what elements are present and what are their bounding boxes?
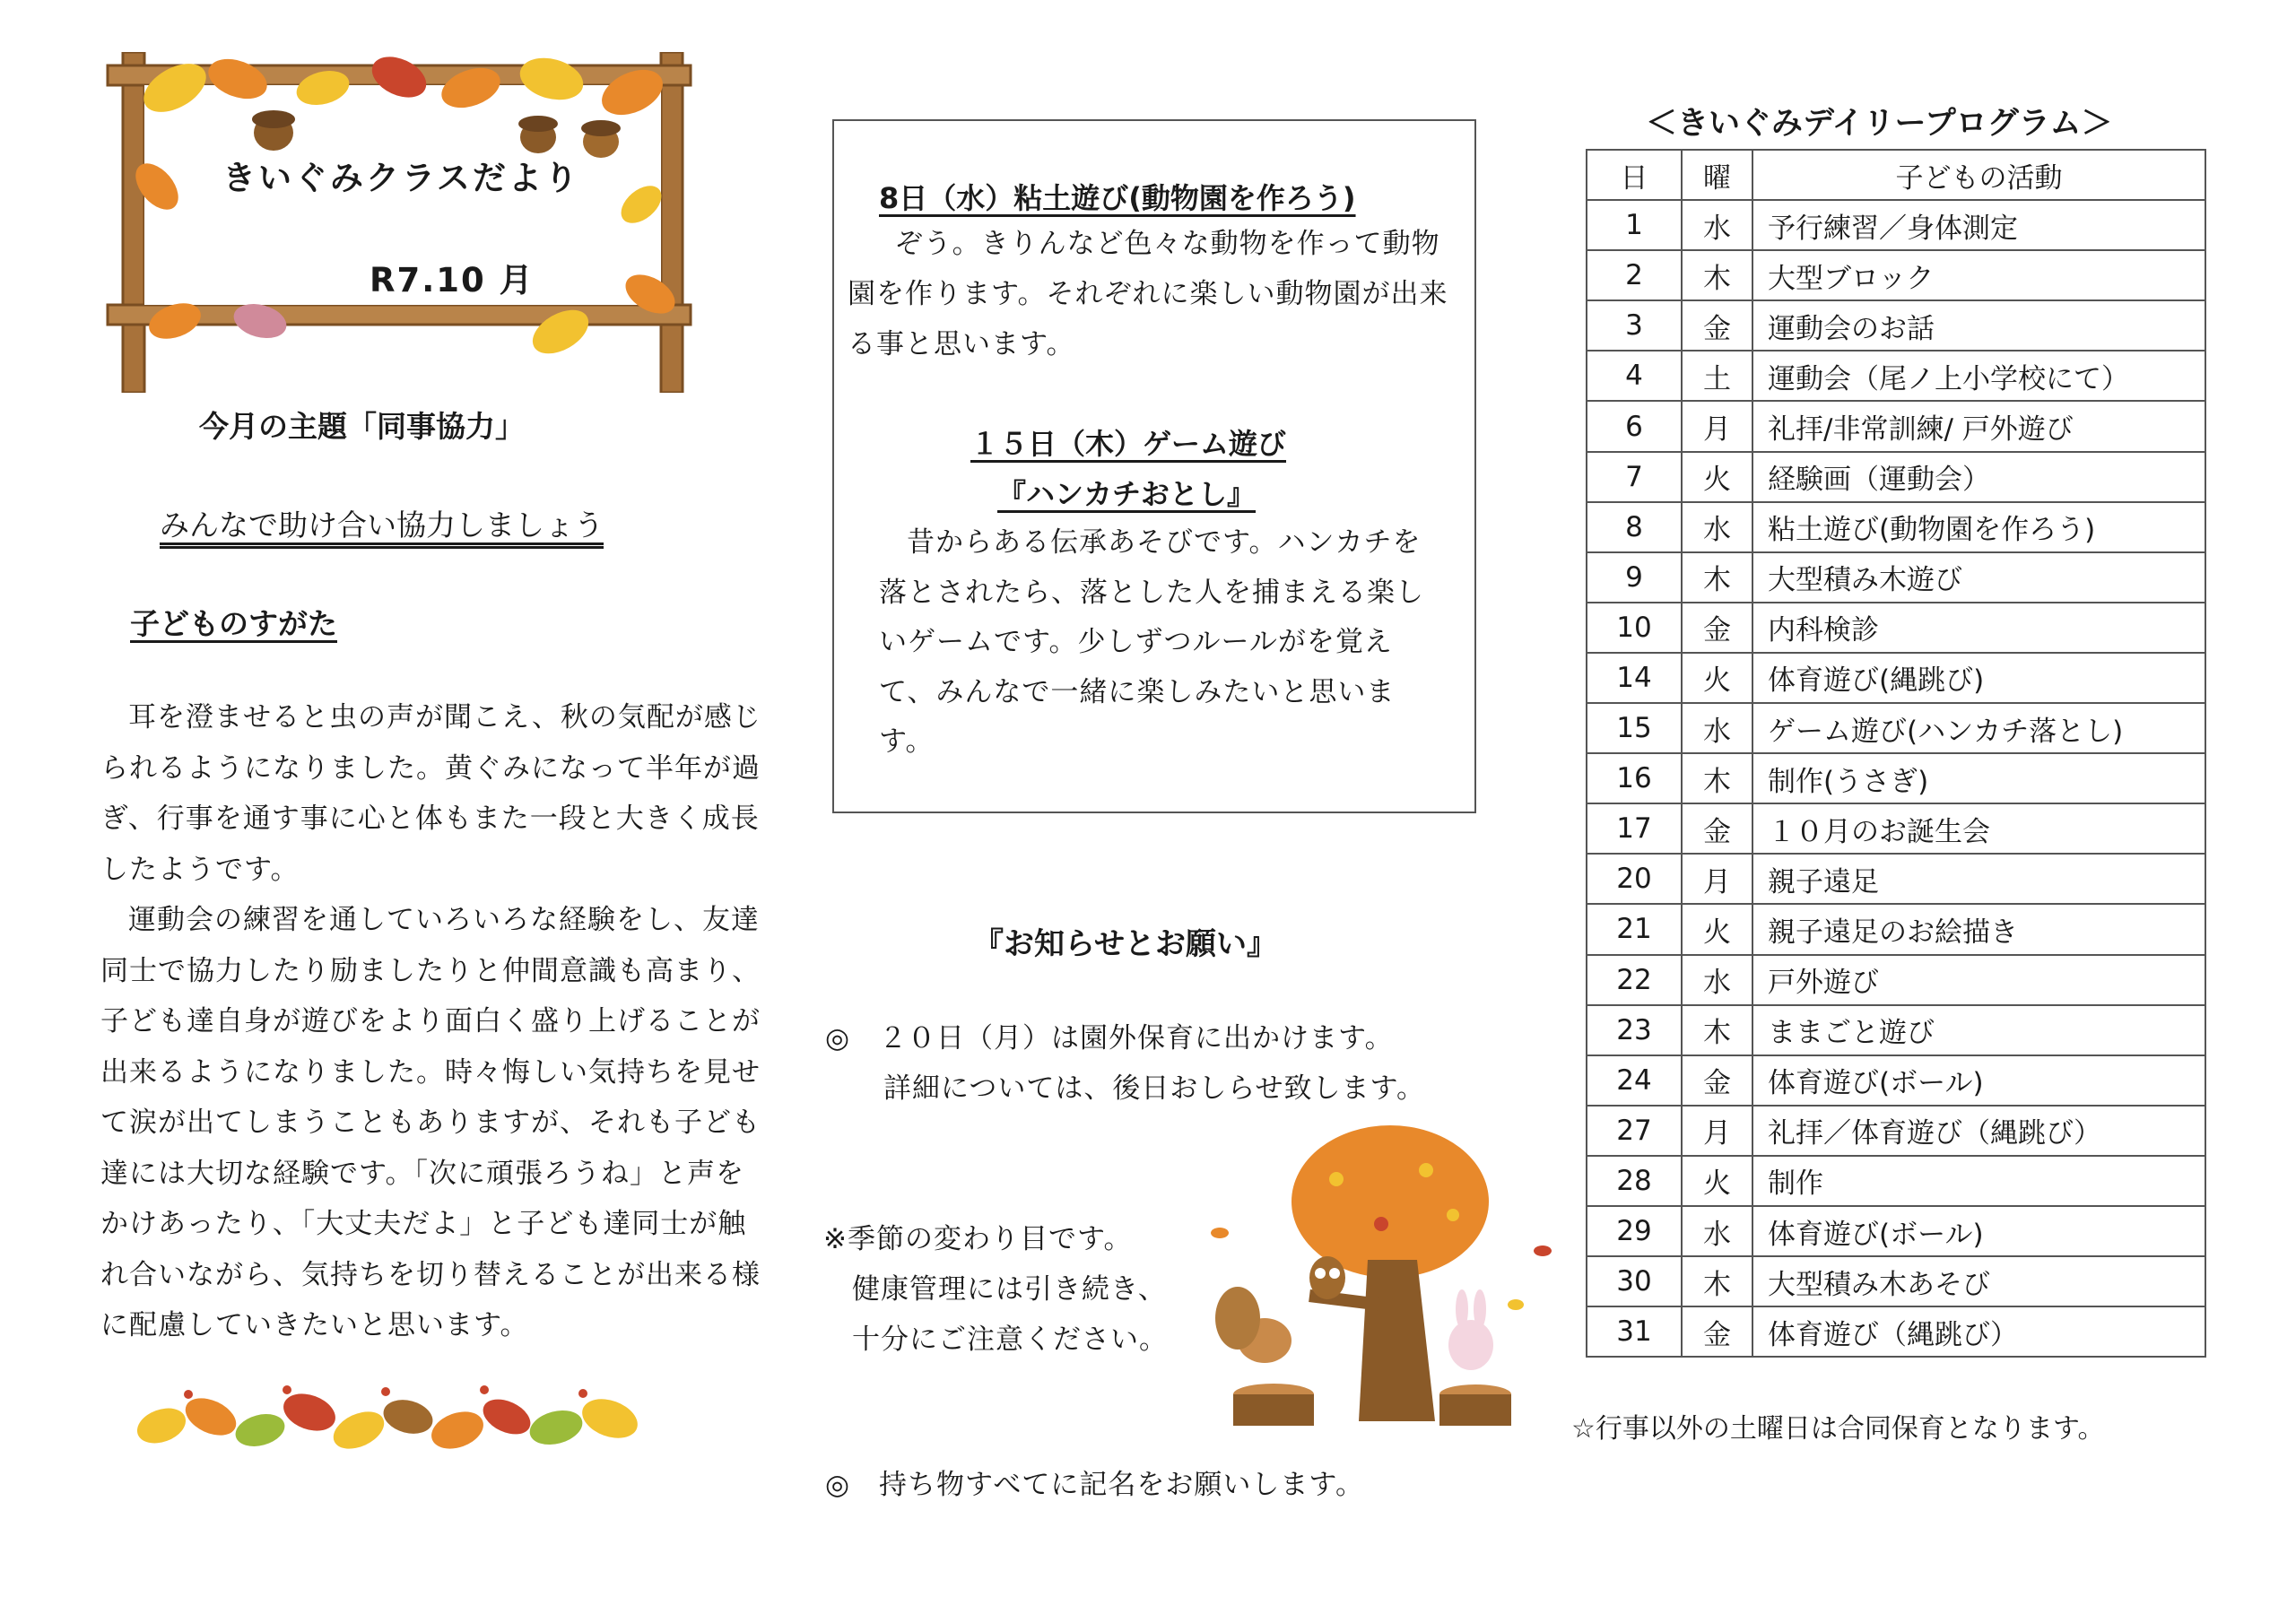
- cell-weekday: 金: [1682, 1055, 1752, 1106]
- table-row: [1587, 653, 2205, 703]
- table-row: [1587, 552, 2205, 603]
- table-row: [1587, 351, 2205, 401]
- cell-day: 4: [1587, 351, 1682, 401]
- cell-day: 29: [1587, 1206, 1682, 1256]
- cell-weekday: 木: [1682, 1256, 1752, 1306]
- table-row: [1587, 803, 2205, 854]
- notices-title: 『お知らせとお願い』: [973, 926, 1277, 962]
- cell-weekday: 火: [1682, 1156, 1752, 1206]
- cell-activity: 戸外遊び: [1752, 955, 2205, 1005]
- cell-weekday: 火: [1682, 452, 1752, 502]
- cell-weekday: 金: [1682, 803, 1752, 854]
- table-row: [1587, 1106, 2205, 1156]
- table-row: [1587, 854, 2205, 904]
- table-row: [1587, 1306, 2205, 1357]
- table-row: [1587, 502, 2205, 552]
- event-clay-text: [848, 219, 1466, 369]
- cell-weekday: 金: [1682, 300, 1752, 351]
- cell-activity: 運動会のお話: [1752, 300, 2205, 351]
- column-header-day: 日: [1587, 150, 1682, 200]
- cell-activity: 体育遊び(縄跳び): [1752, 653, 2205, 703]
- cell-day: 21: [1587, 904, 1682, 954]
- daily-program-rows: [1587, 200, 2205, 1357]
- cell-weekday: 水: [1682, 502, 1752, 552]
- cell-day: 23: [1587, 1005, 1682, 1055]
- cell-day: 15: [1587, 703, 1682, 753]
- notice-outing-line2: 詳細については、後日おしらせ致します。: [883, 1072, 1425, 1105]
- cell-activity: 大型積み木遊び: [1752, 552, 2205, 603]
- table-row: [1587, 200, 2205, 250]
- cell-day: 10: [1587, 603, 1682, 653]
- cell-day: 28: [1587, 1156, 1682, 1206]
- cell-day: 17: [1587, 803, 1682, 854]
- cell-day: 6: [1587, 401, 1682, 451]
- cell-day: 3: [1587, 300, 1682, 351]
- cell-activity: 粘土遊び(動物園を作ろう): [1752, 502, 2205, 552]
- cell-activity: 制作(うさぎ): [1752, 753, 2205, 803]
- event-game-subheading: 『ハンカチおとし』: [997, 477, 1257, 511]
- autumn-tree-animals-illustration: [1202, 1125, 1561, 1435]
- cell-weekday: 水: [1682, 1206, 1752, 1256]
- monthly-theme: 今月の主題「同事協力」: [199, 409, 525, 444]
- cell-day: 8: [1587, 502, 1682, 552]
- table-row: [1587, 703, 2205, 753]
- cell-day: 31: [1587, 1306, 1682, 1357]
- event-clay-heading: 8日（水）粘土遊び(動物園を作ろう): [879, 181, 1356, 215]
- cell-activity: ゲーム遊び(ハンカチ落とし): [1752, 703, 2205, 753]
- cell-weekday: 金: [1682, 1306, 1752, 1357]
- wooden-frame-illustration: [103, 52, 695, 393]
- cell-day: 1: [1587, 200, 1682, 250]
- cell-activity: 大型積み木あそび: [1752, 1256, 2205, 1306]
- kids-section-heading: 子どものすがた: [130, 606, 337, 641]
- cell-activity: 体育遊び(ボール): [1752, 1206, 2205, 1256]
- cell-day: 16: [1587, 753, 1682, 803]
- cell-weekday: 火: [1682, 904, 1752, 954]
- table-header-row: [1587, 150, 2205, 200]
- table-row: [1587, 1206, 2205, 1256]
- autumn-leaf-garland-illustration: [126, 1354, 673, 1466]
- cell-day: 22: [1587, 955, 1682, 1005]
- cell-activity: 体育遊び(ボール): [1752, 1055, 2205, 1106]
- table-row: [1587, 452, 2205, 502]
- cell-activity: 親子遠足: [1752, 854, 2205, 904]
- cell-day: 9: [1587, 552, 1682, 603]
- cell-weekday: 水: [1682, 703, 1752, 753]
- notice-health-line1: ※季節の変わり目です。: [823, 1223, 1133, 1255]
- cell-weekday: 月: [1682, 1106, 1752, 1156]
- daily-program-table: [1586, 149, 2206, 1358]
- newsletter-date: R7.10 月: [370, 261, 535, 299]
- cell-weekday: 水: [1682, 200, 1752, 250]
- event-clay-paragraph: ぞう。きりんなど色々な動物を作って動物園を作ります。それぞれに楽しい動物園が出来る事と思います。: [848, 228, 1448, 360]
- cell-day: 14: [1587, 653, 1682, 703]
- cell-day: 20: [1587, 854, 1682, 904]
- cell-weekday: 木: [1682, 1005, 1752, 1055]
- table-row: [1587, 250, 2205, 300]
- notice-outing-line1: ◎ ２０日（月）は園外保育に出かけます。: [825, 1022, 1394, 1055]
- table-row: [1587, 1055, 2205, 1106]
- cell-day: 24: [1587, 1055, 1682, 1106]
- kids-section-body: [100, 692, 769, 1351]
- kids-paragraph-1: 耳を澄ませると虫の声が聞こえ、秋の気配が感じられるようになりました。黄ぐみになって半年が過ぎ、行事を通す事に心と体もまた一段と大きく成長したようです。: [100, 701, 761, 886]
- cell-activity: 親子遠足のお絵描き: [1752, 904, 2205, 954]
- cell-weekday: 木: [1682, 552, 1752, 603]
- table-row: [1587, 904, 2205, 954]
- notice-health-line3: 十分にご注意ください。: [852, 1324, 1168, 1356]
- cell-weekday: 月: [1682, 854, 1752, 904]
- class-newsletter-title: きいぐみクラスだより: [222, 159, 580, 197]
- cell-activity: 内科検診: [1752, 603, 2205, 653]
- table-row: [1587, 955, 2205, 1005]
- column-header-activity: 子どもの活動: [1752, 150, 2205, 200]
- saturday-footnote: ☆行事以外の土曜日は合同保育となります。: [1571, 1413, 2105, 1445]
- table-row: [1587, 603, 2205, 653]
- cell-activity: 運動会（尾ノ上小学校にて）: [1752, 351, 2205, 401]
- column-header-weekday: 曜: [1682, 150, 1752, 200]
- cell-day: 2: [1587, 250, 1682, 300]
- cell-activity: 体育遊び（縄跳び）: [1752, 1306, 2205, 1357]
- event-game-paragraph: 昔からある伝承あそびです。ハンカチを落とされたら、落とした人を捕まえる楽しいゲームです。少しずつルールがを覚えて、みんなで一緒に楽しみたいと思います。: [879, 526, 1424, 758]
- cell-activity: 礼拝／体育遊び（縄跳び）: [1752, 1106, 2205, 1156]
- cell-activity: ままごと遊び: [1752, 1005, 2205, 1055]
- cell-activity: 礼拝/非常訓練/ 戸外遊び: [1752, 401, 2205, 451]
- table-row: [1587, 1005, 2205, 1055]
- cell-weekday: 水: [1682, 955, 1752, 1005]
- cell-weekday: 月: [1682, 401, 1752, 451]
- cell-day: 30: [1587, 1256, 1682, 1306]
- cell-activity: 大型ブロック: [1752, 250, 2205, 300]
- cell-day: 7: [1587, 452, 1682, 502]
- notice-health-line2: 健康管理には引き続き、: [852, 1273, 1167, 1306]
- cell-activity: 経験画（運動会）: [1752, 452, 2205, 502]
- cell-weekday: 木: [1682, 250, 1752, 300]
- notice-names-request: ◎ 持ち物すべてに記名をお願いします。: [825, 1469, 1364, 1501]
- table-row: [1587, 1256, 2205, 1306]
- kids-paragraph-2: 運動会の練習を通していろいろな経験をし、友達同士で協力したり励ましたりと仲間意識も高まり、子ども達自身が遊びをより面白く盛り上げることが出来るようになりました。時々悔しい気持ちを見せて涙が出てしまうこともありますが、それも子ども達には大切な経験です。「次に頑張ろうね」と声をかけあったり、「大丈夫だよ」と子ども達同士が触れ合いながら、気持ちを切り替えることが出来る様に配慮していきたいと思います。: [100, 904, 761, 1341]
- cell-activity: １０月のお誕生会: [1752, 803, 2205, 854]
- cell-weekday: 火: [1682, 653, 1752, 703]
- cell-activity: 制作: [1752, 1156, 2205, 1206]
- cell-weekday: 木: [1682, 753, 1752, 803]
- table-row: [1587, 753, 2205, 803]
- table-row: [1587, 300, 2205, 351]
- event-game-heading: １５日（木）ゲーム遊び: [970, 427, 1287, 461]
- cell-day: 27: [1587, 1106, 1682, 1156]
- cell-weekday: 土: [1682, 351, 1752, 401]
- cell-weekday: 金: [1682, 603, 1752, 653]
- cell-activity: 予行練習／身体測定: [1752, 200, 2205, 250]
- monthly-motto: みんなで助け合い協力しましょう: [160, 508, 604, 542]
- event-game-text: [879, 518, 1444, 768]
- table-row: [1587, 1156, 2205, 1206]
- table-row: [1587, 401, 2205, 451]
- daily-program-title: ＜きいぐみデイリープログラム＞: [1646, 106, 2113, 142]
